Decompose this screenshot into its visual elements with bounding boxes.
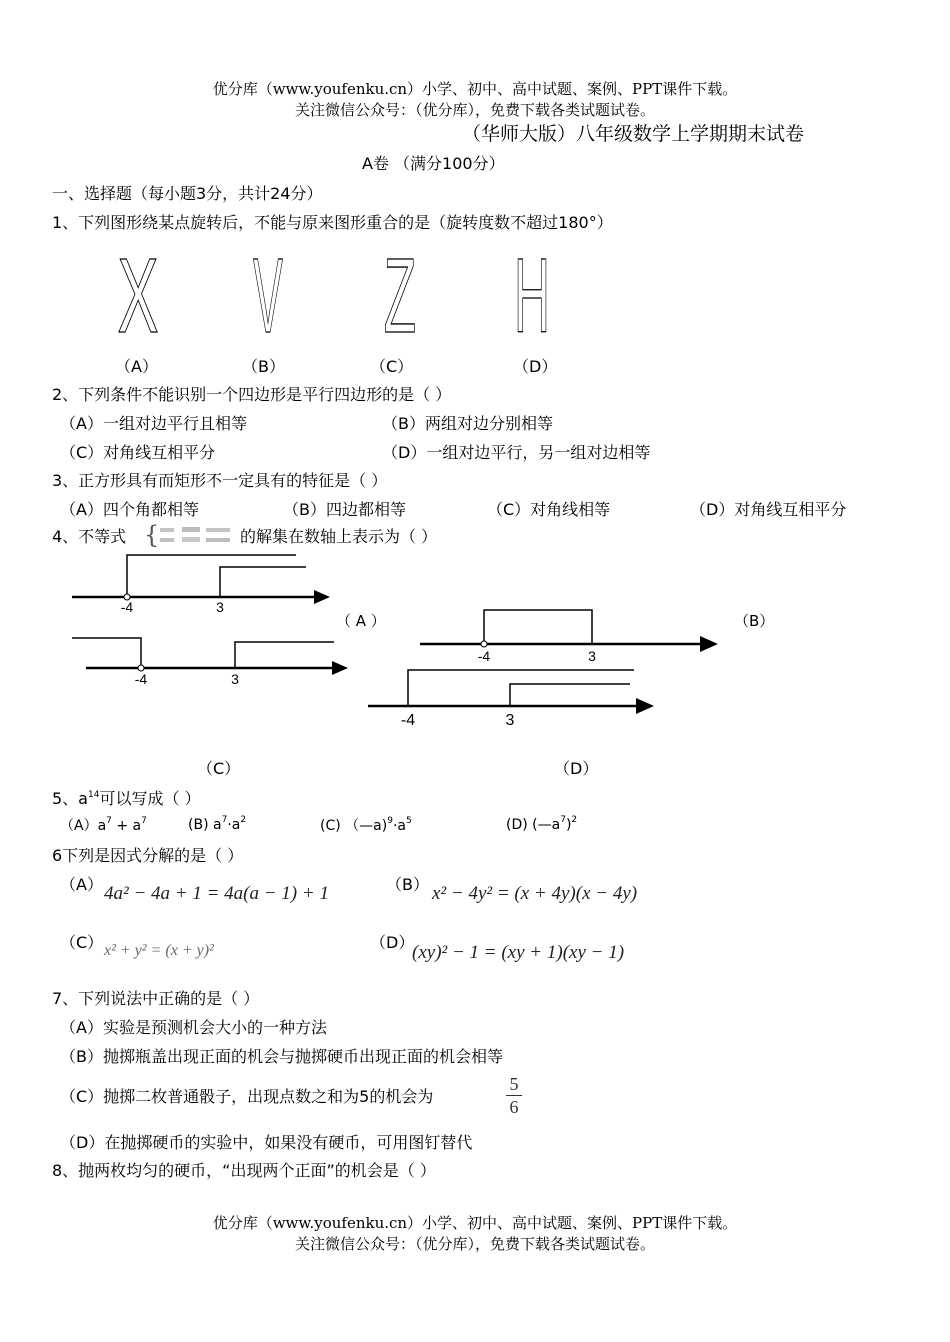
- q3-option-c: （C）对角线相等: [487, 500, 611, 519]
- number-line-d: [368, 670, 654, 729]
- q2-option-d: （D）一组对边平行，另一组对边相等: [382, 443, 651, 462]
- question-1-text: 1、下列图形绕某点旋转后，不能与原来图形重合的是（旋转度数不超过180°）: [52, 213, 613, 232]
- letter-v: V: [253, 252, 283, 342]
- q2-option-c: （C）对角线互相平分: [60, 443, 216, 462]
- footer-line-2: 关注微信公众号：（优分库），免费下载各类试题试卷。: [294, 1235, 655, 1253]
- q4-label-a: （ A ）: [336, 612, 386, 630]
- tick-label-c-neg4: -4: [134, 671, 148, 687]
- q6-label-b: （B）: [386, 875, 429, 894]
- q6-label-c: （C）: [60, 933, 104, 952]
- question-5-text: 5、$a^{14}$可以写成（ ）: [52, 789, 201, 808]
- q1-outline-letters: [100, 252, 570, 342]
- q4-label-b: （B）: [734, 612, 775, 630]
- tick-label-d-neg4: -4: [400, 712, 416, 729]
- tick-label-b-3: 3: [588, 648, 596, 664]
- q4-number-lines: [0, 540, 950, 770]
- q1-label-a: （A）: [115, 357, 158, 376]
- q6-label-a: （A）: [60, 875, 103, 894]
- q5-option-a: $(A)a^7 + a^7$: [60, 816, 147, 834]
- q7-option-a: （A）实验是预测机会大小的一种方法: [60, 1018, 327, 1037]
- tick-label-a-neg4: -4: [120, 599, 134, 615]
- fraction-numerator: 5: [506, 1073, 522, 1096]
- q6-expression-d: (xy)² − 1 = (xy + 1)(xy − 1): [412, 942, 625, 963]
- letter-z: Z: [383, 252, 417, 342]
- q2-option-a: （A）一组对边平行且相等: [60, 414, 247, 433]
- number-line-b: [420, 610, 718, 664]
- q6-expression-c: x² + y² = (x + y)²: [104, 942, 214, 959]
- tick-label-b-neg4: -4: [477, 648, 491, 664]
- q1-label-c: （C）: [370, 357, 414, 376]
- question-8-text: 8、抛两枚均匀的硬币，“出现两个正面”的机会是（ ）: [52, 1161, 436, 1180]
- header-line-1: 优分库（www.youfenku.cn）小学、初中、高中试题、案例、PPT课件下载。: [212, 80, 738, 98]
- section-heading: 一、选择题（每小题3分，共计24分）: [52, 184, 323, 203]
- q3-option-b: （B）四边都相等: [283, 500, 406, 519]
- q7-option-c: （C）抛掷二枚普通骰子，出现点数之和为5的机会为: [60, 1087, 434, 1106]
- question-6-text: 6下列是因式分解的是（ ）: [52, 846, 244, 865]
- q3-option-a: （A）四个角都相等: [60, 500, 199, 519]
- q7-option-b: （B）抛掷瓶盖出现正面的机会与抛掷硬币出现正面的机会相等: [60, 1047, 503, 1066]
- q4-label-d: （D）: [554, 759, 599, 778]
- q6-expression-a: 4a² − 4a + 1 = 4a(a − 1) + 1: [104, 883, 329, 904]
- fraction-denominator: 6: [509, 1097, 519, 1117]
- fraction-five-sixths: [506, 1073, 522, 1118]
- question-7-text: 7、下列说法中正确的是（ ）: [52, 989, 260, 1008]
- tick-label-a-3: 3: [216, 599, 224, 615]
- page-title: （华师大版）八年级数学上学期期末试卷: [462, 123, 805, 145]
- q7-option-d: （D）在抛掷硬币的实验中，如果没有硬币，可用图钉替代: [60, 1133, 473, 1152]
- number-line-c: [72, 638, 348, 687]
- letter-h: H: [514, 252, 550, 342]
- page-subtitle: A卷 （满分100分）: [362, 154, 505, 173]
- header-line-2: 关注微信公众号：（优分库），免费下载各类试题试卷。: [294, 101, 655, 119]
- q4-label-c: （C）: [197, 759, 241, 778]
- q2-option-b: （B）两组对边分别相等: [382, 414, 553, 433]
- q6-label-d: （D）: [370, 933, 415, 952]
- q5-option-d: (D) $(—a^7)^2$: [506, 815, 578, 833]
- svg-text:{: {: [144, 522, 160, 549]
- footer-line-1: 优分库（www.youfenku.cn）小学、初中、高中试题、案例、PPT课件下载。: [212, 1214, 738, 1232]
- q6-expression-b: x² − 4y² = (x + 4y)(x − 4y): [432, 883, 638, 904]
- tick-label-d-3: 3: [505, 712, 515, 729]
- letter-x: X: [117, 252, 159, 342]
- q5-option-c: (C) $(—a)^9\cdot a^5$: [320, 816, 412, 834]
- q1-label-b: （B）: [242, 357, 285, 376]
- question-3-text: 3、正方形具有而矩形不一定具有的特征是（ ）: [52, 471, 388, 490]
- question-2-text: 2、下列条件不能识别一个四边形是平行四边形的是（ ）: [52, 385, 452, 404]
- number-line-a: [72, 555, 330, 615]
- q3-option-d: （D）对角线互相平分: [690, 500, 847, 519]
- question-4-text-end: 的解集在数轴上表示为（ ）: [240, 527, 438, 546]
- q1-label-d: （D）: [513, 357, 558, 376]
- question-4-text-start: 4、不等式: [52, 527, 127, 546]
- q5-option-b: (B) $a^7\cdot a^2$: [188, 815, 247, 833]
- tick-label-c-3: 3: [231, 671, 239, 687]
